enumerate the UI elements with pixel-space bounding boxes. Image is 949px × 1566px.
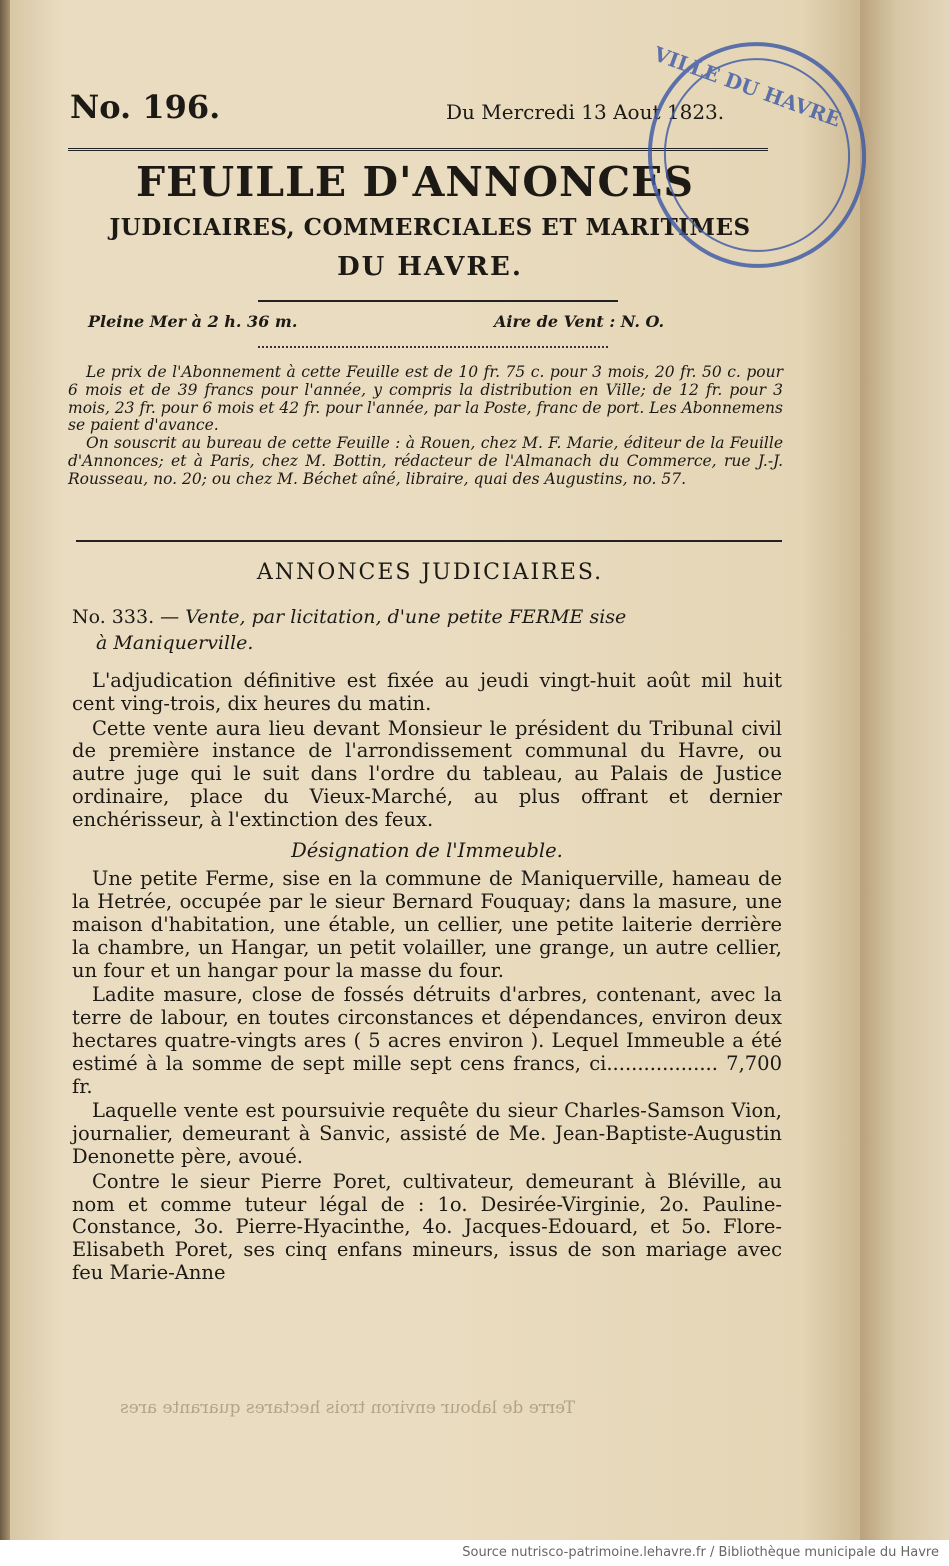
subscription-offices: On souscrit au bureau de cette Feuille : à Rouen, chez M. F. Marie, éditeur de la Feuille d'Annonces; et à Paris, chez M. Bottin, rédacteur de l'Almanach du Commerce, rue J.-J. Rousseau, no. 20; ou chez M. Béchet aîné, libraire, quai des Augustins, no. 57. — [68, 434, 783, 488]
section-heading: ANNONCES JUDICIAIRES. — [256, 560, 604, 585]
issue-date: Du Mercredi 13 Aout 1823. — [446, 100, 725, 124]
designation-heading: Désignation de l'Immeuble. — [291, 838, 563, 862]
source-credit: Source nutrisco-patrimoine.lehavre.fr / Bibliothèque municipale du Havre — [0, 1540, 949, 1566]
wind-direction-info: Aire de Vent : N. O. — [494, 312, 665, 331]
stamp-text: VILLE DU HAVRE — [650, 41, 845, 132]
paragraph: Laquelle vente est poursuivie requête du sieur Charles-Samson Vion, journalier, demeurant à Sanvic, assisté de Me. Jean-Baptiste-Augustin Denonette père, avoué. — [72, 1099, 782, 1168]
paragraph: Une petite Ferme, sise en la commune de Maniquerville, hameau de la Hetrée, occupée par le sieur Bernard Fouquay; dans la masure, une maison d'habitation, une étable, un cellier, une petite laiterie derrière la chambre, un Hangar, un petit volailler, une grange, un autre cellier, un four et un hangar pour la masse du four. — [72, 867, 782, 982]
title-rule — [258, 300, 618, 302]
newspaper-subtitle: JUDICIAIRES, COMMERCIALES ET MARITIMES — [109, 214, 751, 241]
newspaper-city: DU HAVRE. — [337, 252, 523, 282]
paragraph: Ladite masure, close de fossés détruits d'arbres, contenant, avec la terre de labour, en toutes circonstances et dépendances, environ deux hectares quatre-vingts ares ( 5 acres environ ). Lequel Immeuble a été estimé à la somme de sept mille sept cens francs, ci.................. 7,700 fr. — [72, 983, 782, 1098]
paragraph: Contre le sieur Pierre Poret, cultivateur, demeurant à Bléville, au nom et comme tuteur légal de : 1o. Desirée-Virginie, 2o. Pauline-Constance, 3o. Pierre-Hyacinthe, 4o. Jacques-Edouard, et 5o. Flore-Elisabeth Poret, ses cinq enfans mineurs, issus de son mariage avec feu Marie-Anne — [72, 1169, 782, 1284]
page-margin-edge — [860, 0, 949, 1540]
announcement-title — [72, 606, 626, 628]
subscription-prices: Le prix de l'Abonnement à cette Feuille est de 10 fr. 75 c. pour 3 mois, 20 fr. 50 c. pour 6 mois et de 39 francs pour l'année, y compris la distribution en Ville; de 12 fr. pour 3 mois, 23 fr. pour 6 mois et 42 fr. pour l'année, par la Poste, franc de port. Les Abonnemens se paient d'avance. — [68, 363, 783, 435]
paragraph: Cette vente aura lieu devant Monsieur le président du Tribunal civil de première instance de l'arrondissement communal du Havre, ou autre juge qui le suit dans l'ordre du tableau, au Palais de Justice ordinaire, place du Vieux-Marché, au plus offrant et dernier enchérisseur, à l'extinction des feux. — [72, 716, 782, 831]
bleed-through-text: Terre de labour environ trois hectares quarante ares — [120, 1398, 576, 1418]
announcement-title-line2: à Maniquerville. — [96, 632, 254, 654]
announcement-body — [72, 670, 782, 1287]
newspaper-title: FEUILLE D'ANNONCES — [135, 158, 695, 206]
section-rule — [76, 540, 782, 542]
high-tide-info: Pleine Mer à 2 h. 36 m. — [88, 312, 298, 331]
announcement-number: No. 333. — [72, 606, 155, 628]
paragraph: L'adjudication définitive est fixée au jeudi vingt-huit août mil huit cent ving-trois, dix heures du matin. — [72, 669, 782, 715]
issue-number: No. 196. — [70, 88, 221, 126]
decorative-divider — [258, 346, 608, 348]
subscription-notice — [68, 364, 783, 489]
announcement-title-text: — Vente, par licitation, d'une petite FERME sise — [160, 606, 627, 628]
